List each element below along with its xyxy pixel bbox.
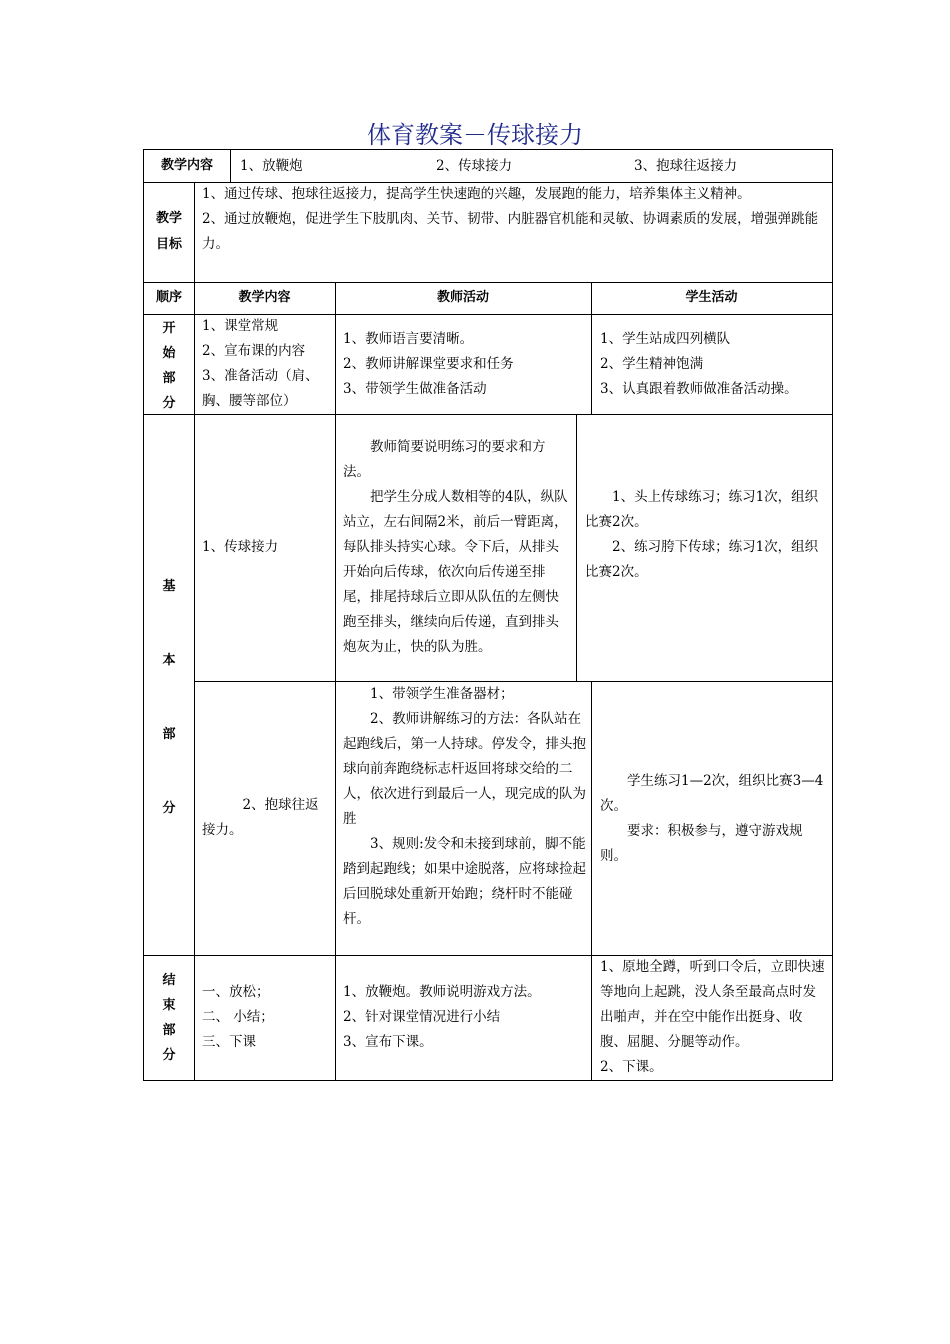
end-student: 1、原地全蹲，听到口令后，立即快速等地向上起跳，没人条至最高点时发出啪声，并在空中能作出挺身、收腹、屈腿、分腿等动作。 2、下课。	[600, 959, 825, 1075]
content-item-2: 2、传球接力	[436, 158, 513, 174]
start-content: 1、课堂常规 2、宣布课的内容 3、准备活动（肩、胸、腰等部位）	[202, 318, 319, 409]
header-student: 学生活动	[685, 290, 738, 305]
basic-part1-student: 1、头上传球练习；练习1次，组织比赛2次。 2、练习胯下传球；练习1次，组织比赛2次。	[585, 489, 819, 580]
goal-line-2: 2、通过放鞭炮，促进学生下肢肌肉、关节、韧带、内脏器官机能和灵敏、协调素质的发展，增强弹跳能力。	[202, 211, 819, 252]
header-teacher: 教师活动	[436, 290, 489, 305]
end-content: 一、放松； 二、 小结； 三、下课	[202, 984, 274, 1050]
goals-label: 教学 目标	[155, 211, 182, 252]
content-item-1: 1、放鞭炮	[240, 158, 303, 174]
start-teacher: 1、教师语言要清晰。 2、教师讲解课堂要求和任务 3、带领学生做准备活动	[343, 331, 514, 397]
basic-part1-teacher: 教师简要说明练习的要求和方法。 把学生分成人数相等的4队，纵队站立，左右间隔2米，前后一臂距离，每队排头持实心球。令下后，从排头开始向后传球，依次向后传递至排尾，排尾持球后立即从队伍的左侧快跑至排头，继续向后传递，直到排头炮灰为止，快的队为胜。	[343, 439, 568, 655]
content-label: 教学内容	[160, 158, 213, 173]
basic-part2-content: 2、抱球往返接力。	[202, 797, 319, 838]
content-item-3: 3、抱球往返接力	[634, 158, 738, 174]
basic-part2-teacher: 1、带领学生准备器材； 2、教师讲解练习的方法：各队站在起跑线后，第一人持球。停发令，排头抱球向前奔跑绕标志杆返回将球交给的二人，依次进行到最后一人，现完成的队为胜 3、规则:发令和未接到球前，脚不能踏到起跑线；如果中途脱落，应将球捡起后回脱球处重新开始跑；绕杆时不能碰杆。	[343, 686, 586, 927]
header-content: 教学内容	[238, 290, 291, 305]
end-teacher: 1、放鞭炮。教师说明游戏方法。 2、针对课堂情况进行小结 3、宣布下课。	[343, 984, 541, 1050]
start-student: 1、学生站成四列横队 2、学生精神饱满 3、认真跟着教师做准备活动操。	[600, 331, 798, 397]
page-title: 体育教案－传球接力	[367, 121, 583, 149]
goals-text	[202, 182, 828, 257]
header-order: 顺序	[155, 290, 182, 305]
end-section-label: 结 束 部 分	[162, 973, 176, 1063]
basic-part2-student: 学生练习1—2次，组织比赛3—4次。 要求：积极参与，遵守游戏规则。	[600, 773, 824, 864]
basic-part1-content: 1、传球接力	[202, 539, 279, 555]
lesson-plan-table: 教学内容 1、放鞭炮 2、传球接力 3、抱球往返接力 教学 目标 1、通过传球、抱球往返接力，提高学生快速跑的兴趣，发展跑的能力，培养集体主义精神。 2、通过放鞭炮，促进学生下肢肌肉、关节、韧带、内脏器官机能和灵敏、协调素质的发展，增强弹跳能力。 顺序 教学内容 教师活动 学生活动 开 始 部 分 1、课堂常规 2、宣布课的内容 3、准备活动（肩、胸、腰等部位） 1、教师语言要清晰。 2、教师讲解课堂要求和任务 3、带领学生做准备活动 1、学生站成四列横队 2、学生精神饱满 3、认真跟着教师做准备活动操。 基 本 部 分 1、传球接力 教师简要说明练习的要求和方法。 把学生分成人数相等的4队，纵队站立，左右间隔2米，前后一臂距离，每队排头持实心球。令下后，从排头开始向后传球，依次向后传递至排尾，排尾持球后立即从队伍的左侧快跑至排头，继续向后传递，直到排头炮灰为止，快的队为胜。 1、头上传球练习；练习1次，组织比赛2次。 2、练习胯下传球；练习1次，组织比赛2次。 2、抱球往返接力。 1、带领学生准备器材； 2、教师讲解练习的方法：各队站在起跑线后，第一人持球。停发令，排头抱球向前奔跑绕标志杆返回将球交给的二人，依次进行到最后一人，现完成的队为胜 3、规则:发令和未接到球前，脚不能踏到起跑线；如果中途脱落，应将球捡起后回脱球处重新开始跑；绕杆时不能碰杆。 学生练习1—2次，组织比赛3—4次。 要求：积极参与，遵守游戏规则。 结 束 部 分 一、放松； 二、 小结； 三、下课 1、放鞭炮。教师说明游戏方法。 2、针对课堂情况进行小结 3、宣布下课。 1、原地全蹲，听到口令后，立即快速等地向上起跳，没人条至最高点时发出啪声，并在空中能作出挺身、收腹、屈腿、分腿等动作。 2、下课。	[143, 149, 833, 1081]
goal-line-1: 1、通过传球、抱球往返接力，提高学生快速跑的兴趣，发展跑的能力，培养集体主义精神。	[202, 186, 751, 202]
start-section-label: 开 始 部 分	[162, 321, 176, 411]
